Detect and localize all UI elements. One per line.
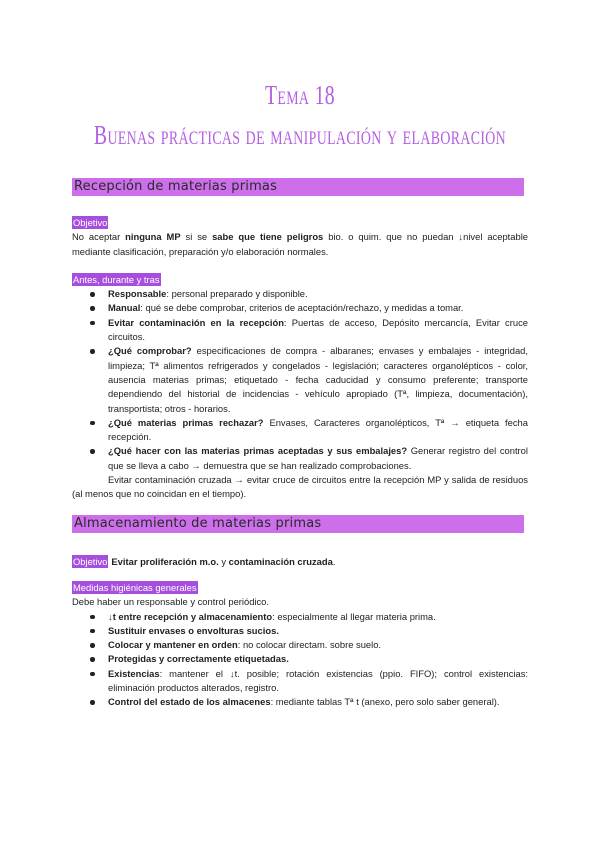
plain-text: bio. o quim. que no puedan ↓nivel aceptable mediante clasificación, preparación y/o elaboración normales. <box>72 231 529 257</box>
list-item <box>72 695 528 709</box>
objetivo-label: Objetivo <box>73 555 108 567</box>
bullet-term: Sustituir envases o envolturas sucios. <box>108 624 279 636</box>
bullet-dot <box>90 615 95 620</box>
emphasis-text: ninguna MP <box>125 231 181 243</box>
bullet-term: Responsable <box>108 288 167 300</box>
bullet-term: Control del estado de los almacenes <box>108 696 271 708</box>
cross-contamination-note: Evitar contaminación cruzada → evitar cruce de circuitos entre la recepción MP y salida de residuos (al menos que no coincidan en el tiempo). <box>72 474 528 500</box>
medidas-label: Medidas higiénicas generales <box>73 581 197 593</box>
list-item <box>72 667 528 696</box>
emphasis-text: sabe que tiene peligros <box>212 231 324 243</box>
plain-text: No aceptar <box>72 231 126 243</box>
bullet-term: ¿Qué comprobar? <box>108 345 192 357</box>
plain-text: si se <box>180 231 213 243</box>
bullet-term: Colocar y mantener en orden <box>108 639 238 651</box>
medidas-label-line <box>72 581 528 595</box>
bullet-dot <box>90 672 95 677</box>
list-item <box>72 444 528 473</box>
bullet-dot <box>90 700 95 705</box>
bullet-term: Protegidas y correctamente etiquetadas. <box>108 653 289 665</box>
list-item <box>72 344 528 415</box>
bullet-description: : Puertas de acceso, Depósito mercancía, Evitar cruce circuitos. <box>108 316 528 343</box>
bullet-term: ¿Qué materias primas rechazar? <box>108 416 264 428</box>
plain-text: y <box>218 555 229 567</box>
bullet-description: especificaciones de compra - albaranes; envases y embalajes - integridad, limpieza; Tª alimentos refrigerados y congelados - legislación; caracteres organolépticos - color, ausencia materias primas; etiquetado - fecha caducidad y consumo preferente; transporte dependiendo del historial de incidencias - vehículo apropiado (Tª, limpieza, documentación), transportista; otros - horarios. <box>108 345 529 414</box>
bullet-list-recepcion <box>72 287 528 473</box>
bullet-term: ↓t entre recepción y almacenamiento <box>108 610 273 622</box>
phase-label-line <box>72 273 528 287</box>
bullet-dot <box>90 421 95 426</box>
objetivo-label-line <box>72 216 528 230</box>
objetivo-label: Objetivo <box>73 217 108 228</box>
list-item <box>72 301 528 315</box>
bullet-dot <box>90 449 95 454</box>
document-title: Tema 18 <box>264 80 336 110</box>
bullet-description: : qué se debe comprobar, criterios de aceptación/rechazo, y medidas a tomar. <box>140 302 464 314</box>
bullet-dot <box>90 306 95 311</box>
bullet-description: : mediante tablas Tª t (anexo, pero solo saber general). <box>270 696 500 708</box>
bullet-term: Evitar contaminación en la recepción <box>108 316 284 328</box>
bullet-description: : no colocar directam. sobre suelo. <box>237 639 382 651</box>
bullet-description: : especialmente al llegar materia prima. <box>272 610 436 622</box>
bullet-dot <box>90 629 95 634</box>
bullet-description: Generar registro del control que se lleva a cabo → demuestra que se han realizado comprobaciones. <box>108 445 528 471</box>
bullet-term: ¿Qué hacer con las materias primas aceptadas y sus embalajes? <box>108 445 408 457</box>
bullet-term: Manual <box>108 302 141 314</box>
list-item <box>72 624 528 638</box>
list-item <box>72 316 528 345</box>
bullet-dot <box>90 321 95 326</box>
phase-label: Antes, durante y tras <box>73 273 160 285</box>
section-heading-almacenamiento: Almacenamiento de materias primas <box>72 515 524 533</box>
objetivo-paragraph <box>72 230 528 259</box>
emphasis-text: Evitar proliferación m.o. <box>111 555 219 567</box>
medidas-text: Debe haber un responsable y control periódico. <box>72 596 269 608</box>
bullet-dot <box>90 643 95 648</box>
list-item <box>72 652 528 666</box>
list-item <box>72 416 528 445</box>
bullet-description: : mantener el ↓t. posible; rotación existencias (ppio. FIFO); control existencias: eliminación productos alterados, registro. <box>108 667 528 694</box>
list-item <box>72 610 528 624</box>
section-heading-recepcion: Recepción de materias primas <box>72 178 524 196</box>
plain-text: . <box>332 555 336 567</box>
document-body <box>72 178 528 710</box>
objetivo-line <box>72 555 528 569</box>
bullet-list-almacenamiento <box>72 610 528 710</box>
list-item <box>72 287 528 301</box>
bullet-dot <box>90 657 95 662</box>
emphasis-text: contaminación cruzada <box>228 555 333 567</box>
bullet-description: Envases, Caracteres organolépticos, Tª → etiqueta fecha recepción. <box>108 416 528 443</box>
bullet-dot <box>90 292 95 297</box>
list-item <box>72 638 528 652</box>
bullet-description: : personal preparado y disponible. <box>166 288 308 300</box>
bullet-dot <box>90 349 95 354</box>
document-subtitle: Buenas prácticas de manipulación y elaboración <box>93 120 507 150</box>
bullet-term: Existencias <box>108 667 160 679</box>
